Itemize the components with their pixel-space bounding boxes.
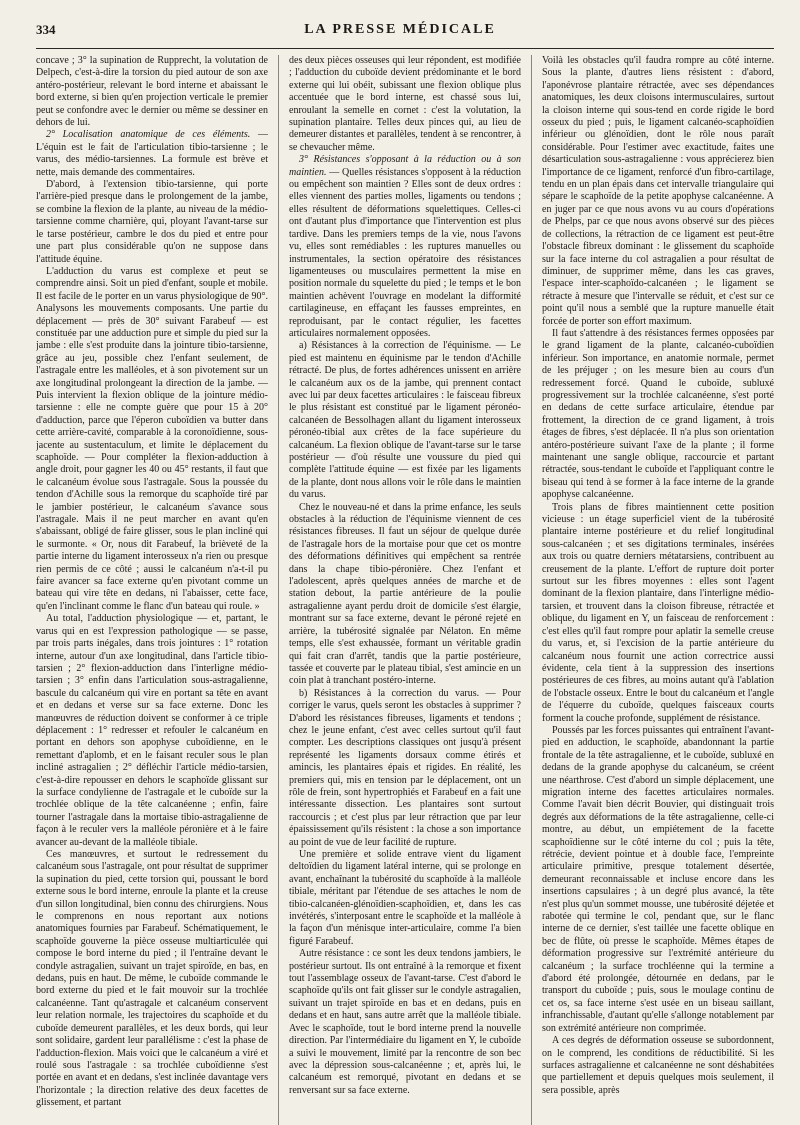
paragraph-text: Il faut s'attendre à des résistances fermes opposées par le grand ligament de la plante, calcanéo-cuboïdien inférieur. Son importance, en anatomie normale, permet de les préjuger ; on les mesure bien au cours d'un redressement forcé. Quand le cuboïde, subluxé progressivement sur la trochlée calcanéenne, s'est porté en dedans de cette surface articulaire, étendue par frottement, la direction de ce grand ligament, à trois étages de fibres, s'est déplacée. Il n'a plus son orientation antéro-postérieure suivant l'axe de la plante ; il forme maintenant une sangle oblique, raccourcie et partant rétractée, sous-tendant le cuboïde et l'appliquant contre le biseau qui tend à se former à la face interne de la grande apophyse calcanéenne. — [542, 327, 774, 501]
column-left — [36, 55, 268, 1125]
paragraph-text: — L'équin est le fait de l'articulation tibio-tarsienne ; le varus, des médio-tarsiennes. La formule est brève et nette, mais demande des commentaires. — [36, 129, 268, 178]
paragraph-text: concave ; 3° la supination de Rupprecht, la volutation de Delpech, c'est-à-dire la torsion du pied autour de son axe antéro-postérieur, relevant le bord interne et abaissant le bord externe, si bien qu'en projection verticale le premier peut se confondre avec le dernier ou même se dessiner en dehors de lui. — [36, 55, 268, 129]
paragraph — [36, 613, 268, 849]
paragraph-text: Chez le nouveau-né et dans la prime enfance, les seuls obstacles à la réduction de l'équinisme viennent de ces résistances fibreuses. Il faut un séjour de quelque durée de l'astragale hors de la mortaise pour que cet os montre des déformations définitives qui empêchent sa rentrée dans la chape tibio-péronière. Chez l'enfant et l'adolescent, après quelques années de marche et de station debout, la partie antérieure de la poulie astragalienne ayant perdu droit de domicile s'est élargie, montrant sur sa face externe, devant le péroné rejeté en arrière, la tubérosité signalée par Nélaton. En même temps, elle s'est exhaussée, formant un véritable gradin qui fait cran d'arrêt, tandis que la partie postérieure, tassée et couverte par le plateau tibial, s'est amincie en un coin plat à tranchant postéro-interne. — [289, 501, 521, 687]
paragraph — [289, 55, 521, 154]
paragraph-text: L'adduction du varus est complexe et peut se comprendre ainsi. Soit un pied d'enfant, souple et mobile. Il est facile de le porter en un varus physiologique de 90°. Analysons les mouvements composants. Une partie du déplacement — près de 30° suivant Farabeuf — est constituée par une adduction pure et simple du pied sur la jambe : elle s'est produite dans la jointure tibio-tarsienne, grâce au jeu, possible chez l'enfant seulement, de l'astragale entre les malléoles, et à son pivotement sur un axe longitudinal prolongeant la direction de la jambe. — Puis intervient la flexion oblique de la jointure médio-tarsienne : elle ne compte guère que pour 15 à 20° d'adduction, parce que l'éperon cuboïdien va butter dans cette arrière-cavité, comparable à la coronoïdienne, sous-jacente au sustentaculum, et limite le déplacement du scaphoïde. — Pour compléter la flexion-adduction à angle droit, pour gagner les 40 ou 45° restants, il faut que le calcanéum évolue sous l'astragale. Sous la poussée du tendon d'Achille sous la remorque du scaphoïde tiré par le jambier postérieur, le calcanéum s'avance sous l'astragale. Mais il ne peut marcher en avant qu'en s'abaissant, obligé de faire glisser, sous le plan incliné qui le surmonte. « Or, nous dit Farabeuf, la brièveté de la partie interne du ligament interosseux n'a rien ou presque rien permis de ce côté ; aussi le calcanéum n'a-t-il pu faire avancer sa face externe qu'en pivotant comme un bateau qui vire tête en dedans, ni l'abaisser, cette face, qu'en l'inclinant comme le flanc d'un bateau qui roule. » — [36, 265, 268, 612]
paragraph — [289, 688, 521, 849]
paragraph — [36, 179, 268, 266]
paragraph — [36, 55, 268, 129]
paragraph — [542, 502, 774, 725]
paragraph — [542, 55, 774, 328]
paragraph — [36, 129, 268, 179]
page-number: 334 — [36, 22, 56, 37]
paragraph — [542, 328, 774, 502]
paragraph-text: — Quelles résistances s'opposent à la réduction ou empêchent son maintien ? Elles sont de deux ordres : elles viennent des parties molles, ligaments ou tendons ; elles résultent de déformations squelettiques. Celles-ci ont d'autant plus d'importance que l'intervention est plus tardive. Dans les premiers temps de la vie, nous l'avons vu, elles sont remédiables : les ruptures manuelles ou instrumentales, la section opératoire des résistances ligamenteuses ou musculaires permettent la mise en position normale du squelette du pied ; le temps et le bon maintien achèvent l'ouvrage en modelant la difformité cartilagineuse, en effaçant les fausses empreintes, en reproduisant, par le contact régulier, les facettes articulaires normalement opposées. — [289, 166, 521, 339]
paragraph-text: des deux pièces osseuses qui leur répondent, est modifiée ; l'adduction du cuboïde devient prédominante et le bord externe qui lui obéit, subissant une flexion oblique plus accentuée que le bord interne, est chassé sous lui, enroulant la semelle en cornet : c'est la volutation, la supination plantaire. Telles deux pinces qui, au lieu de demeurer distantes et parallèles, tendent à se rencontrer, à se chevaucher même. — [289, 55, 521, 153]
paragraph-text: b) Résistances à la correction du varus. — Pour corriger le varus, quels seront les obstacles à supprimer ? D'abord les résistances fibreuses, ligaments et tendons ; chez le jeune enfant, c'est avec celles surtout qu'il faut compter. Les descriptions classiques ont jusqu'à présent représenté les ligaments dorsaux comme étirés et amincis, les plantaires épais et rigides. En réalité, les premiers qui, mis en tension par le déplacement, ont un rôle de frein, sont hypertrophiés et Farabeuf en a fait une intéressante dissection. Les plantaires sont surtout raccourcis ; et c'est plus par leur rétraction que par leur épaississement qu'ils résistent : la chose a son importance au point de vue de leur facilité de rupture. — [289, 687, 521, 848]
text-columns — [36, 55, 774, 1125]
paragraph — [289, 154, 521, 340]
column-separator — [531, 55, 532, 1125]
paragraph-text: Voilà les obstacles qu'il faudra rompre au côté interne. Sous la plante, d'autres liens résistent : d'abord, l'aponévrose plantaire rétractée, avec ses dépendances anatomiques, les deux cloisons intermusculaires, surtout la cloison interne qui sous-tend en corde rigide le bord osseux du pied ; puis, le ligament calcanéo-scaphoïdien inférieur ou glénoïdien, dont le rôle nous paraît considérable. Pour l'estimer avec exactitude, faites une désarticulation sous-astragalienne : vous apprécierez bien l'importance de ce ligament, renforcé d'un fibro-cartilage, tendu en un plan épais dans cet intervalle triangulaire qui sépare le scaphoïde de la petite apophyse calcanéenne. A en juger par ce que nous avons vu au cours d'opérations de Phelps, par ce que nous avons observé sur des pièces de collections, la rétraction de ce ligament est peut-être l'obstacle fibreux dominant : le glissement du scaphoïde sur la face interne du col astragalien a pour résultat de diminuer, de supprimer même, dans les cas graves, l'espace inter-scaphoïdo-calcanéen ; le ligament se rétracte à mesure que l'intervalle se réduit, et c'est sur ce point qu'il nous a semblé que la rupture manuelle était forcée de porter son effort maximum. — [542, 55, 774, 327]
paragraph-text: Une première et solide entrave vient du ligament deltoïdien du ligament latéral interne, qui se prolonge en avant, enchaînant la tubérosité du scaphoïde à la malléole tibiale, méritant par l'étendue de ses attaches le nom de tibio-calcanéen-glénoïdien-scaphoïdien, et, dans les cas invétérés, s'interposant entre le scaphoïde et la malléole à la façon d'un ménisque inter-articulaire, comme l'a bien figuré Farabeuf. — [289, 849, 521, 947]
header-rule — [36, 48, 774, 49]
paragraph — [289, 340, 521, 501]
paragraph — [542, 725, 774, 1035]
paragraph — [289, 502, 521, 688]
paragraph-text: a) Résistances à la correction de l'équinisme. — Le pied est maintenu en équinisme par le tendon d'Achille rétracté. De plus, de fortes adhérences unissent en arrière le calcanéum aux os de la jambe, qui prennent contact avec lui par deux facettes articulaires : le faisceau fibreux le plus résistant est constitué par le ligament péronéo-calcanéen de Bessolhagen allant du ligament interosseux péronéo-tibial aux crêtes de la face supérieure du calcanéum. La flexion oblique de l'avant-tarse sur le tarse postérieur — d'où résulte une voussure du pied qui complète l'attitude équine — est fixée par les ligaments de la plante, dont nous allons voir le rôle dans le maintien du varus. — [289, 340, 521, 501]
column-middle — [289, 55, 521, 1125]
page-header — [36, 22, 774, 42]
column-separator — [278, 55, 279, 1125]
paragraph-text: D'abord, à l'extension tibio-tarsienne, qui porte l'arrière-pied presque dans le prolongement de la jambe, se combine la flexion de la plante, au niveau de la médio-tarsienne comme charnière, qui, ployant l'avant-tarse sur le tarse postérieur, cambre le dos du pied et entre pour une part plus considérable qu'on ne suppose dans l'attitude équine. — [36, 179, 268, 265]
paragraph-text: Poussés par les forces puissantes qui entraînent l'avant-pied en adduction, le scaphoïde, abandonnant la partie frontale de la tête astragalienne, et le cuboïde, subluxé en dedans de la grande apophyse du calcanéum, se créent une néarthrose. C'est d'abord un simple déplacement, une migration interne des facettes articulaires normales. Comme l'avait bien décrit Bouvier, qui distinguait trois degrés aux déformations de la tête astragalienne, celle-ci montre, au début, un empiétement de la facette scaphoïdienne sur le côté interne du col ; puis la tête, rétrécie, devient pointue et à double face, l'empreinte articulaire primitive, presque totalement désertée, demeurant reconnaissable et incluse encore dans les insertions capsulaires ; à un degré plus avancé, la tête n'est plus qu'un sommet mousse, une tubérosité déjetée et rabotée qui termine le col, pendant que, sur le flanc interne de ce dernier, s'est taillée une facette oblique en bec de flûte, où presse le scaphoïde. Mêmes étapes de déformation progressive sur l'extrémité antérieure du calcanéum ; la surface trochléenne qui la termine a d'abord été prolongée, détournée en dedans, par le transport du cuboïde ; puis, sous le moulage continu de cet os, sa face interne s'est usée en un biseau saillant, infranchissable, d'autant qu'elle s'allonge notablement par son extrémité antérieure non comprimée. — [542, 724, 774, 1034]
paragraph-text: Au total, l'adduction physiologique — et, partant, le varus qui en est l'expression pathologique — se passe, par trois parts inégales, dans trois jointures : 1° rotation interne, autour d'un axe longitudinal, dans l'article tibio-tarsien ; 2° flexion-adduction dans l'interligne médio-tarsien ; 3° enfin dans l'articulation sous-astragalienne, bascule du calcanéum qui vire en portant sa tête en avant et en dedans et verse sur sa face externe. Donc les manœuvres de réduction doivent se conformer à ce triple déplacement : 1° redresser et refouler le calcanéum en portant en dehors son apophyse cuboïdienne, en le remettant d'aplomb, et en le faisant reculer sous le plan incliné astragalien ; 2° défléchir l'article médio-tarsien, c'est-à-dire repousser en dehors le scaphoïde glissant sur la surface condylienne de l'astragale et le cuboïde sur la trochlée oblique de la tête calcanéenne ; enfin, faire tourner l'astragale dans la mortaise tibio-astragalienne de façon à le reculer vers la malléole péronière et à le faire avancer au-devant de la malléole tibiale. — [36, 613, 268, 848]
section-heading: 2° Localisation anatomique de ces éléments. — [46, 129, 251, 141]
column-right — [542, 55, 774, 1125]
paragraph — [289, 849, 521, 948]
paragraph — [542, 1035, 774, 1097]
paragraph-text: Autre résistance : ce sont les deux tendons jambiers, le postérieur surtout. Ils ont entraîné à la remorque et fixent tout l'assemblage osseux de l'avant-tarse. C'est d'abord le scaphoïde qu'ils ont fait glisser sur le condyle astragalien, suivant un trajet spiroïde en bas et en dedans, puis en dedans et en haut, sans autre arrêt que la malléole tibiale. Avec le scaphoïde, tout le bord interne prend la nouvelle direction. Par l'intermédiaire du ligament en Y, le cuboïde a suivi le mouvement, limité par la rencontre de son bec avec la dépression sous-calcanéenne ; et, après lui, le calcanéum est remorqué, pivotant en dedans et se renversant sur sa face externe. — [289, 948, 521, 1096]
paragraph-text: A ces degrés de déformation osseuse se subordonnent, on le comprend, les conditions de réductibilité. Si les surfaces astragalienne et calcanéenne ne sont déshabitées que partiellement et depuis quelques mois seulement, il sera possible, après — [542, 1035, 774, 1096]
paragraph-text: Trois plans de fibres maintiennent cette position vicieuse : un étage superficiel vient de la tubérosité plantaire interne postérieure et du relief longitudinal sous-calcanéen ; et ses digitations terminales, insérées aux trois ou quatre derniers métatarsiens, contribuent au creusement de la plante. L'effort de rupture doit porter surtout sur les fibres moyennes : elles sont l'agent dominant de la flexion plantaire, dans l'interligne médio-tarsien, et trouvent dans la cloison fibreuse, rétractée et oblique, du ligament en Y, un faisceau de renforcement : c'est elles qu'il faut rompre pour aplatir la semelle creuse du varus, et, si l'excision de la partie antérieure du calcanéum nous fournit une action correctrice aussi évidente, cela tient à la suppression des insertions postérieures de ces fibres, au moins autant qu'à l'ablation de l'obstacle osseux. Entre le bout du calcanéum et l'angle de l'équerre du cuboïde, quelques faisceaux courts forment la couche profonde, supplément de résistance. — [542, 501, 774, 724]
paragraph — [36, 849, 268, 1110]
paragraph-text: Ces manœuvres, et surtout le redressement du calcanéum sous l'astragale, ont pour résultat de supprimer la supination du pied, cette torsion qui, poussant le bord externe sous le bord interne, enroule la plante et la creuse d'un sillon longitudinal, bien connu des chirurgiens. Nous le comprenons en nous reportant aux notions anatomiques fournies par Farabeuf. Schématiquement, le scaphoïde gouverne la pièce osseuse multiarticulée qui compose le bord interne du pied ; il l'entraîne devant le condyle astragalien, suivant un trajet spiroïde, en bas, en dedans, puis en haut. De même, le cuboïde commande le bord externe du pied et le fait mouvoir sur la trochlée calcanéenne. Tant qu'astragale et calcanéum conservent leur relation normale, les trajectoires du scaphoïde et du cuboïde demeurent parallèles, et les deux bords, qui leur sont solidaire, gardent leur parallélisme : c'est la phase de l'adduction-flexion. Mais voici que le calcanéum a viré et roulé sous l'astragale : sa trochlée cuboïdienne s'est portée en avant et en dedans, s'est inclinée davantage vers l'horizontale ; la direction relative des deux facettes de glissement, et partant — [36, 849, 268, 1109]
section-heading: 3° Résistances s'opposant à la réduction ou à son maintien. — [289, 154, 521, 178]
paragraph — [36, 266, 268, 613]
journal-title: LA PRESSE MÉDICALE — [304, 22, 496, 37]
paragraph — [289, 948, 521, 1097]
